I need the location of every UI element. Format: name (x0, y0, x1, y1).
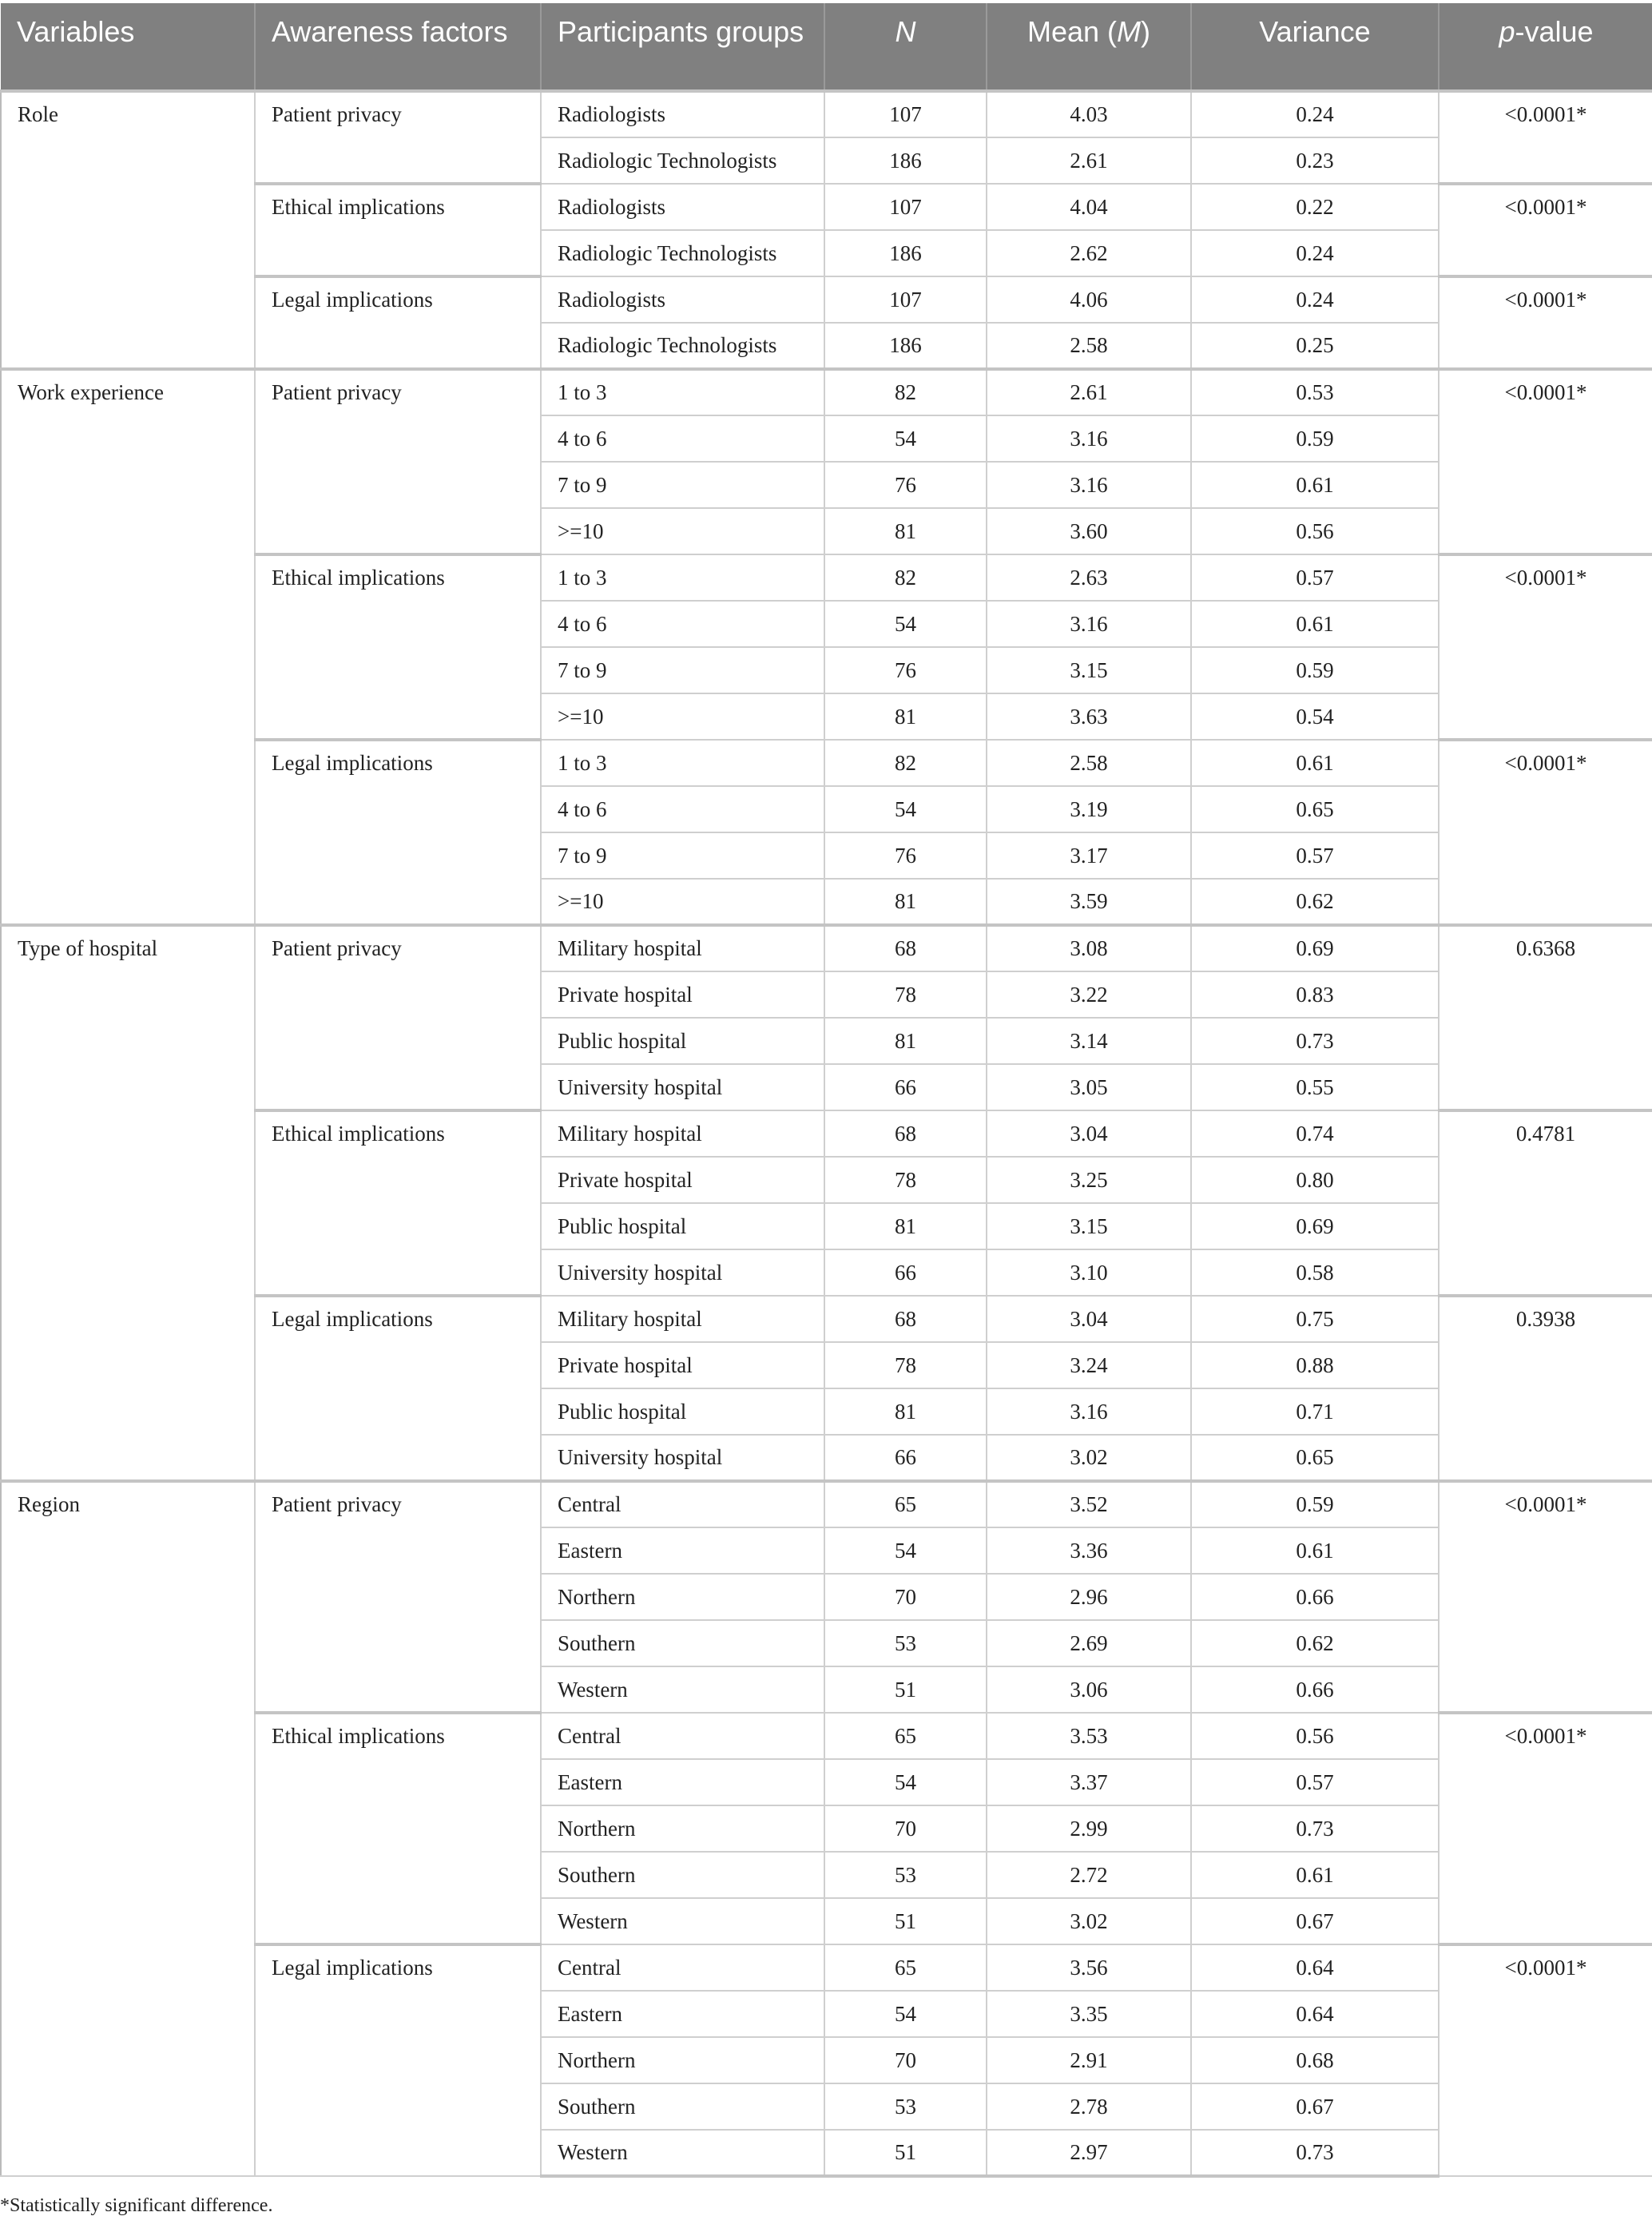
p-value-cell: <0.0001* (1439, 91, 1652, 184)
n-cell: 66 (824, 1249, 987, 1296)
n-cell: 186 (824, 137, 987, 184)
mean-cell: 4.03 (987, 91, 1191, 137)
header-p: p (1499, 15, 1515, 48)
variance-cell: 0.56 (1191, 1713, 1439, 1759)
n-cell: 54 (824, 1759, 987, 1805)
variance-cell: 0.73 (1191, 1805, 1439, 1852)
awareness-factor-cell: Patient privacy (255, 91, 541, 184)
mean-cell: 2.99 (987, 1805, 1191, 1852)
variance-cell: 0.73 (1191, 1018, 1439, 1064)
variance-cell: 0.62 (1191, 879, 1439, 925)
p-value-cell: <0.0001* (1439, 554, 1652, 740)
variance-cell: 0.24 (1191, 91, 1439, 137)
participant-group-cell: Western (541, 1898, 824, 1944)
n-cell: 54 (824, 786, 987, 832)
results-table (0, 3, 1652, 2178)
n-cell: 68 (824, 925, 987, 971)
variance-cell: 0.24 (1191, 276, 1439, 323)
n-cell: 65 (824, 1713, 987, 1759)
participant-group-cell: Public hospital (541, 1388, 824, 1435)
mean-cell: 4.06 (987, 276, 1191, 323)
p-value-cell: <0.0001* (1439, 184, 1652, 276)
header-mean-suffix: ) (1141, 15, 1151, 48)
n-cell: 53 (824, 1620, 987, 1666)
p-value-cell: <0.0001* (1439, 1713, 1652, 1944)
header-mean (987, 3, 1191, 91)
variance-cell: 0.23 (1191, 137, 1439, 184)
participant-group-cell: University hospital (541, 1435, 824, 1481)
n-cell: 81 (824, 879, 987, 925)
participant-group-cell: 1 to 3 (541, 740, 824, 786)
n-cell: 65 (824, 1481, 987, 1527)
mean-cell: 3.04 (987, 1296, 1191, 1342)
participant-group-cell: Northern (541, 1574, 824, 1620)
p-value-cell: 0.6368 (1439, 925, 1652, 1110)
mean-cell: 3.17 (987, 832, 1191, 879)
n-cell: 70 (824, 2037, 987, 2083)
header-p-value (1439, 3, 1652, 91)
footnote: *Statistically significant difference. (0, 2195, 273, 2216)
variance-cell: 0.61 (1191, 1852, 1439, 1898)
mean-cell: 2.62 (987, 230, 1191, 276)
header-p-suffix: -value (1515, 15, 1594, 48)
n-cell: 76 (824, 647, 987, 693)
header-variance: Variance (1191, 3, 1439, 91)
participant-group-cell: Eastern (541, 1759, 824, 1805)
participant-group-cell: >=10 (541, 693, 824, 740)
n-cell: 186 (824, 323, 987, 369)
participant-group-cell: Radiologists (541, 91, 824, 137)
variance-cell: 0.61 (1191, 740, 1439, 786)
n-cell: 70 (824, 1574, 987, 1620)
variance-cell: 0.58 (1191, 1249, 1439, 1296)
variable-cell: Role (1, 91, 255, 369)
variance-cell: 0.57 (1191, 554, 1439, 601)
variance-cell: 0.68 (1191, 2037, 1439, 2083)
n-cell: 54 (824, 1527, 987, 1574)
header-n: N (824, 3, 987, 91)
awareness-factor-cell: Legal implications (255, 276, 541, 369)
variable-cell: Type of hospital (1, 925, 255, 1481)
table-row (1, 91, 1652, 137)
participant-group-cell: Private hospital (541, 1342, 824, 1388)
awareness-factor-cell: Patient privacy (255, 925, 541, 1110)
mean-cell: 3.59 (987, 879, 1191, 925)
variance-cell: 0.66 (1191, 1574, 1439, 1620)
participant-group-cell: 7 to 9 (541, 462, 824, 508)
variance-cell: 0.62 (1191, 1620, 1439, 1666)
p-value-cell: <0.0001* (1439, 740, 1652, 925)
n-cell: 78 (824, 1157, 987, 1203)
participant-group-cell: University hospital (541, 1064, 824, 1110)
n-cell: 51 (824, 1666, 987, 1713)
participant-group-cell: Radiologic Technologists (541, 137, 824, 184)
awareness-factor-cell: Patient privacy (255, 369, 541, 554)
table-row (1, 925, 1652, 971)
participant-group-cell: Private hospital (541, 971, 824, 1018)
n-cell: 54 (824, 1991, 987, 2037)
mean-cell: 2.63 (987, 554, 1191, 601)
variance-cell: 0.69 (1191, 925, 1439, 971)
n-cell: 66 (824, 1435, 987, 1481)
mean-cell: 3.02 (987, 1435, 1191, 1481)
mean-cell: 3.35 (987, 1991, 1191, 2037)
mean-cell: 2.97 (987, 2130, 1191, 2176)
variance-cell: 0.71 (1191, 1388, 1439, 1435)
variance-cell: 0.66 (1191, 1666, 1439, 1713)
mean-cell: 3.52 (987, 1481, 1191, 1527)
variance-cell: 0.22 (1191, 184, 1439, 230)
variance-cell: 0.25 (1191, 323, 1439, 369)
variance-cell: 0.61 (1191, 462, 1439, 508)
participant-group-cell: Western (541, 2130, 824, 2176)
participant-group-cell: Military hospital (541, 925, 824, 971)
participant-group-cell: Radiologic Technologists (541, 230, 824, 276)
n-cell: 54 (824, 601, 987, 647)
mean-cell: 3.25 (987, 1157, 1191, 1203)
mean-cell: 3.05 (987, 1064, 1191, 1110)
variance-cell: 0.67 (1191, 2083, 1439, 2130)
participant-group-cell: Military hospital (541, 1296, 824, 1342)
n-cell: 81 (824, 1203, 987, 1249)
participant-group-cell: 4 to 6 (541, 601, 824, 647)
mean-cell: 3.60 (987, 508, 1191, 554)
n-cell: 81 (824, 693, 987, 740)
participant-group-cell: Public hospital (541, 1203, 824, 1249)
header-mean-m: M (1117, 15, 1142, 48)
mean-cell: 3.15 (987, 647, 1191, 693)
variance-cell: 0.73 (1191, 2130, 1439, 2176)
participant-group-cell: 7 to 9 (541, 647, 824, 693)
mean-cell: 3.04 (987, 1110, 1191, 1157)
variance-cell: 0.61 (1191, 601, 1439, 647)
participant-group-cell: Public hospital (541, 1018, 824, 1064)
participant-group-cell: Military hospital (541, 1110, 824, 1157)
variance-cell: 0.59 (1191, 647, 1439, 693)
participant-group-cell: Central (541, 1713, 824, 1759)
table-body (1, 91, 1652, 2176)
table-row (1, 369, 1652, 415)
mean-cell: 3.56 (987, 1944, 1191, 1991)
mean-cell: 2.69 (987, 1620, 1191, 1666)
participant-group-cell: Western (541, 1666, 824, 1713)
participant-group-cell: Private hospital (541, 1157, 824, 1203)
n-cell: 82 (824, 369, 987, 415)
n-cell: 53 (824, 2083, 987, 2130)
variance-cell: 0.75 (1191, 1296, 1439, 1342)
variance-cell: 0.57 (1191, 1759, 1439, 1805)
mean-cell: 3.22 (987, 971, 1191, 1018)
awareness-factor-cell: Ethical implications (255, 554, 541, 740)
participant-group-cell: Eastern (541, 1991, 824, 2037)
variance-cell: 0.88 (1191, 1342, 1439, 1388)
awareness-factor-cell: Legal implications (255, 740, 541, 925)
header-variables: Variables (1, 3, 255, 91)
mean-cell: 3.24 (987, 1342, 1191, 1388)
p-value-cell: <0.0001* (1439, 1944, 1652, 2176)
mean-cell: 2.78 (987, 2083, 1191, 2130)
variance-cell: 0.65 (1191, 786, 1439, 832)
variance-cell: 0.56 (1191, 508, 1439, 554)
participant-group-cell: Northern (541, 1805, 824, 1852)
n-cell: 82 (824, 740, 987, 786)
variance-cell: 0.61 (1191, 1527, 1439, 1574)
participant-group-cell: Southern (541, 1620, 824, 1666)
header-awareness-factors: Awareness factors (255, 3, 541, 91)
p-value-cell: 0.4781 (1439, 1110, 1652, 1296)
n-cell: 76 (824, 832, 987, 879)
mean-cell: 2.96 (987, 1574, 1191, 1620)
n-cell: 107 (824, 184, 987, 230)
variance-cell: 0.59 (1191, 1481, 1439, 1527)
participant-group-cell: Eastern (541, 1527, 824, 1574)
n-cell: 68 (824, 1110, 987, 1157)
n-cell: 51 (824, 2130, 987, 2176)
p-value-cell: <0.0001* (1439, 1481, 1652, 1713)
participant-group-cell: Central (541, 1944, 824, 1991)
mean-cell: 2.61 (987, 369, 1191, 415)
mean-cell: 3.10 (987, 1249, 1191, 1296)
mean-cell: 3.16 (987, 1388, 1191, 1435)
participant-group-cell: 4 to 6 (541, 415, 824, 462)
variance-cell: 0.24 (1191, 230, 1439, 276)
mean-cell: 3.06 (987, 1666, 1191, 1713)
n-cell: 76 (824, 462, 987, 508)
mean-cell: 3.02 (987, 1898, 1191, 1944)
awareness-factor-cell: Patient privacy (255, 1481, 541, 1713)
n-cell: 81 (824, 508, 987, 554)
p-value-cell: <0.0001* (1439, 276, 1652, 369)
n-cell: 78 (824, 1342, 987, 1388)
participant-group-cell: Northern (541, 2037, 824, 2083)
participant-group-cell: Central (541, 1481, 824, 1527)
n-cell: 66 (824, 1064, 987, 1110)
variance-cell: 0.59 (1191, 415, 1439, 462)
variance-cell: 0.74 (1191, 1110, 1439, 1157)
mean-cell: 3.14 (987, 1018, 1191, 1064)
variance-cell: 0.64 (1191, 1991, 1439, 2037)
mean-cell: 3.37 (987, 1759, 1191, 1805)
table-row (1, 1481, 1652, 1527)
variance-cell: 0.55 (1191, 1064, 1439, 1110)
n-cell: 54 (824, 415, 987, 462)
mean-cell: 3.08 (987, 925, 1191, 971)
mean-cell: 2.58 (987, 740, 1191, 786)
header-participants-groups: Participants groups (541, 3, 824, 91)
variable-cell: Region (1, 1481, 255, 2176)
p-value-cell: 0.3938 (1439, 1296, 1652, 1481)
mean-cell: 3.53 (987, 1713, 1191, 1759)
mean-cell: 3.16 (987, 601, 1191, 647)
variance-cell: 0.57 (1191, 832, 1439, 879)
n-cell: 82 (824, 554, 987, 601)
participant-group-cell: Southern (541, 1852, 824, 1898)
participant-group-cell: 1 to 3 (541, 369, 824, 415)
n-cell: 107 (824, 276, 987, 323)
mean-cell: 3.15 (987, 1203, 1191, 1249)
n-cell: 186 (824, 230, 987, 276)
variance-cell: 0.65 (1191, 1435, 1439, 1481)
participant-group-cell: 4 to 6 (541, 786, 824, 832)
variance-cell: 0.64 (1191, 1944, 1439, 1991)
n-cell: 68 (824, 1296, 987, 1342)
n-cell: 78 (824, 971, 987, 1018)
participant-group-cell: 1 to 3 (541, 554, 824, 601)
n-cell: 81 (824, 1388, 987, 1435)
variance-cell: 0.54 (1191, 693, 1439, 740)
mean-cell: 3.16 (987, 415, 1191, 462)
variance-cell: 0.69 (1191, 1203, 1439, 1249)
variance-cell: 0.80 (1191, 1157, 1439, 1203)
awareness-factor-cell: Ethical implications (255, 184, 541, 276)
variance-cell: 0.53 (1191, 369, 1439, 415)
variance-cell: 0.83 (1191, 971, 1439, 1018)
variance-cell: 0.67 (1191, 1898, 1439, 1944)
n-cell: 65 (824, 1944, 987, 1991)
participant-group-cell: >=10 (541, 508, 824, 554)
header-mean-prefix: Mean ( (1027, 15, 1118, 48)
n-cell: 81 (824, 1018, 987, 1064)
awareness-factor-cell: Legal implications (255, 1944, 541, 2176)
mean-cell: 2.72 (987, 1852, 1191, 1898)
mean-cell: 4.04 (987, 184, 1191, 230)
n-cell: 107 (824, 91, 987, 137)
participant-group-cell: 7 to 9 (541, 832, 824, 879)
awareness-factor-cell: Ethical implications (255, 1713, 541, 1944)
table-header (1, 3, 1652, 91)
participant-group-cell: Radiologists (541, 276, 824, 323)
participant-group-cell: Radiologic Technologists (541, 323, 824, 369)
participant-group-cell: University hospital (541, 1249, 824, 1296)
n-cell: 51 (824, 1898, 987, 1944)
n-cell: 70 (824, 1805, 987, 1852)
variable-cell: Work experience (1, 369, 255, 925)
n-cell: 53 (824, 1852, 987, 1898)
awareness-factor-cell: Ethical implications (255, 1110, 541, 1296)
participant-group-cell: >=10 (541, 879, 824, 925)
mean-cell: 3.36 (987, 1527, 1191, 1574)
p-value-cell: <0.0001* (1439, 369, 1652, 554)
mean-cell: 3.19 (987, 786, 1191, 832)
mean-cell: 3.63 (987, 693, 1191, 740)
mean-cell: 2.61 (987, 137, 1191, 184)
mean-cell: 3.16 (987, 462, 1191, 508)
mean-cell: 2.91 (987, 2037, 1191, 2083)
awareness-factor-cell: Legal implications (255, 1296, 541, 1481)
mean-cell: 2.58 (987, 323, 1191, 369)
participant-group-cell: Radiologists (541, 184, 824, 230)
participant-group-cell: Southern (541, 2083, 824, 2130)
